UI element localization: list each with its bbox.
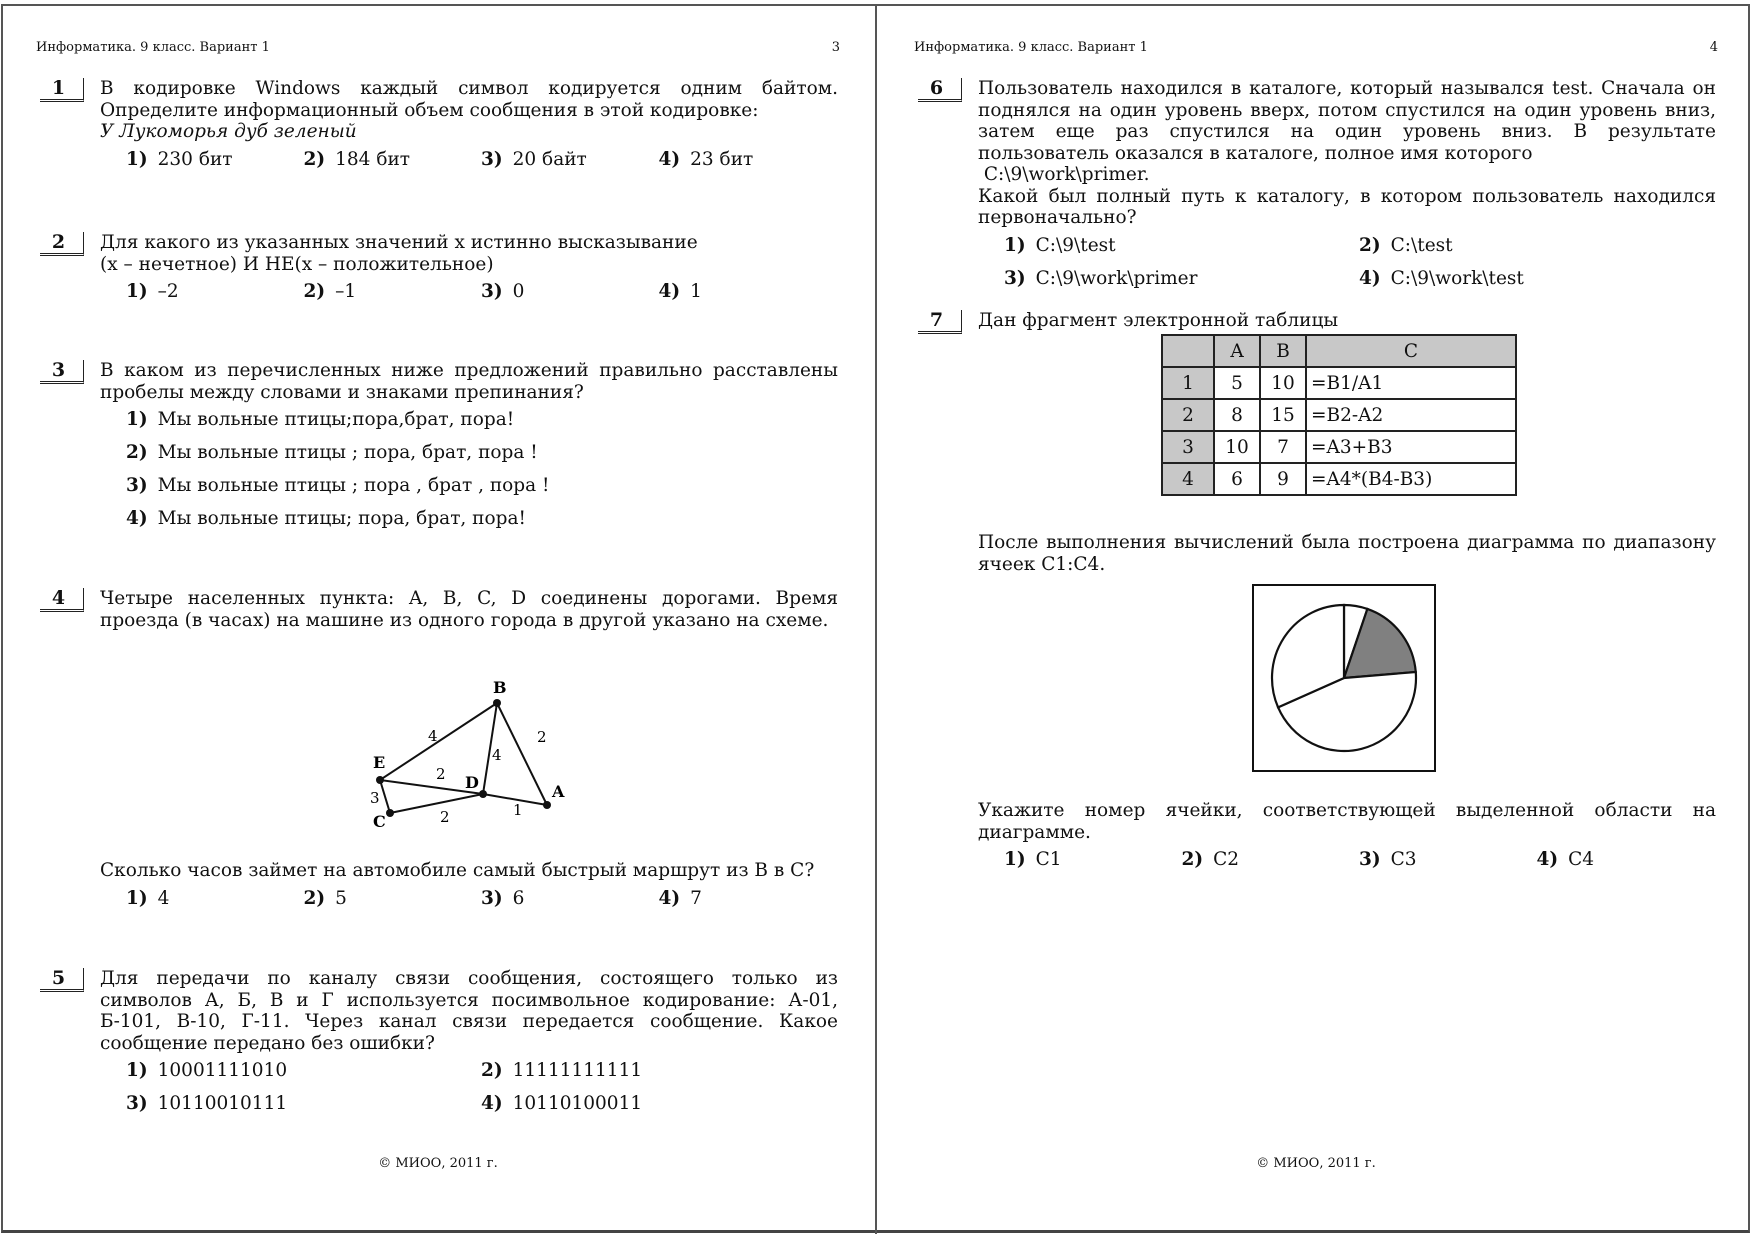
option-number: 2) <box>1181 849 1204 870</box>
question-text <box>100 360 838 403</box>
option-text: 0 <box>512 281 525 302</box>
answer-option[interactable] <box>126 888 304 909</box>
question-text <box>100 968 838 1054</box>
graph-node-D <box>479 790 487 798</box>
option-number: 3) <box>1004 267 1026 289</box>
table-cell: 10 <box>1214 431 1260 463</box>
option-number: 3) <box>126 475 148 496</box>
question-7-middle <box>914 532 1714 575</box>
page-footer: © МИОО, 2011 г. <box>1256 1156 1376 1171</box>
question-text <box>978 800 1716 843</box>
table-row <box>1162 431 1516 463</box>
header-title: Информатика. 9 класс. Вариант 1 <box>914 40 1148 55</box>
option-number: 3) <box>481 148 503 170</box>
option-text: Мы вольные птицы ; пора , брат , пора ! <box>157 475 550 496</box>
question-text-line: Пользователь находился в каталоге, который назывался test. Сначала он поднялся на один уровень вверх, потом спустился на один уровень вниз, затем еще раз спустился на один уровень вниз. В результате пользователь оказался в каталоге, полное имя которого <box>978 78 1716 164</box>
table-header-row <box>1162 335 1516 367</box>
question-text-line: Для передачи по каналу связи сообщения, состоящего только из символов А, Б, В и Г используется посимвольное кодирование: А-01, Б-101, В-10, Г-11. Через канал связи передается сообщение. Какое сообщение передано без ошибки? <box>100 968 838 1054</box>
question-text <box>100 588 838 631</box>
answer-options <box>126 882 836 915</box>
option-number: 2) <box>303 281 326 302</box>
question-text-line: В каком из перечисленных ниже предложений правильно расставлены пробелы между словами и знаками препинания? <box>100 360 838 403</box>
table-cell: 5 <box>1214 367 1260 399</box>
table-cell: 10 <box>1260 367 1306 399</box>
answer-option[interactable] <box>481 888 659 909</box>
question-7-after <box>914 800 1714 876</box>
node-label: C <box>373 812 386 831</box>
answer-option[interactable] <box>304 149 482 170</box>
option-number: 4) <box>481 1093 503 1114</box>
question-number: 4 <box>40 588 84 612</box>
node-label: B <box>493 678 507 697</box>
option-number: 1) <box>126 409 148 430</box>
question-2 <box>36 232 836 308</box>
question-text <box>978 310 1716 332</box>
page-number: 3 <box>831 40 840 55</box>
graph-edge-E-C <box>380 780 390 813</box>
road-graph-diagram <box>340 670 580 840</box>
column-header: C <box>1306 335 1516 367</box>
question-5 <box>36 968 836 1120</box>
edge-weight-label: 4 <box>492 746 502 764</box>
table-cell: =B1/A1 <box>1306 367 1516 399</box>
question-text-line: Четыре населенных пункта: A, B, C, D соединены дорогами. Время проезда (в часах) на машине из одного города в другой указано на схеме. <box>100 588 838 631</box>
answer-option[interactable] <box>1004 268 1359 289</box>
option-text: 5 <box>335 887 347 909</box>
question-path: C:\9\work\primer. <box>978 164 1150 185</box>
table-row <box>1162 367 1516 399</box>
answer-options <box>126 275 836 308</box>
option-text: C:\9\test <box>1035 234 1116 256</box>
question-7 <box>914 310 1714 332</box>
question-text <box>978 532 1716 575</box>
option-text: –1 <box>335 281 357 302</box>
option-number: 3) <box>126 1093 148 1114</box>
option-number: 2) <box>303 148 326 170</box>
option-text: 7 <box>690 887 702 909</box>
answer-option[interactable] <box>481 1093 836 1114</box>
answer-option[interactable] <box>1182 849 1360 870</box>
page-4 <box>878 0 1754 1239</box>
graph-node-B <box>493 699 501 707</box>
option-number: 3) <box>481 887 503 909</box>
edge-weight-label: 4 <box>428 727 438 745</box>
table-row <box>1162 399 1516 431</box>
answer-options <box>126 403 836 535</box>
node-label: D <box>465 773 479 792</box>
answer-options <box>1004 229 1714 295</box>
option-text: 11111111111 <box>512 1060 643 1081</box>
answer-options <box>1004 843 1714 876</box>
option-number: 2) <box>481 1060 503 1081</box>
table-cell: 9 <box>1260 463 1306 495</box>
answer-option[interactable] <box>126 508 826 529</box>
answer-option[interactable] <box>1537 849 1715 870</box>
option-text: C:\test <box>1390 234 1453 256</box>
option-number: 1) <box>126 1060 148 1081</box>
option-text: 230 бит <box>157 148 233 170</box>
option-text: C:\9\work\test <box>1390 267 1524 289</box>
option-number: 2) <box>1359 234 1381 256</box>
answer-option[interactable] <box>126 409 826 430</box>
option-number: 1) <box>1004 849 1026 870</box>
option-text: Мы вольные птицы;пора,брат, пора! <box>157 409 515 430</box>
question-quote: У Лукоморья дуб зеленый <box>100 121 357 142</box>
node-label: A <box>552 782 565 801</box>
spreadsheet-table <box>1161 334 1517 496</box>
option-text: C:\9\work\primer <box>1035 267 1198 289</box>
question-3 <box>36 360 836 535</box>
node-label: E <box>373 753 386 772</box>
table-row <box>1162 463 1516 495</box>
answer-option[interactable] <box>126 475 826 496</box>
answer-option[interactable] <box>1359 849 1537 870</box>
graph-node-E <box>376 776 384 784</box>
option-text: C4 <box>1568 849 1595 870</box>
answer-options <box>126 1054 836 1120</box>
option-text: 23 бит <box>690 148 754 170</box>
answer-option[interactable] <box>126 281 304 302</box>
question-text-line: Сколько часов займет на автомобиле самый быстрый маршрут из B в C? <box>100 860 815 881</box>
answer-option[interactable] <box>659 149 837 170</box>
option-text: 6 <box>512 887 525 909</box>
pie-chart <box>1252 584 1436 772</box>
option-text: C3 <box>1390 849 1417 870</box>
edge-weight-label: 2 <box>436 765 446 783</box>
answer-option[interactable] <box>481 281 659 302</box>
option-number: 2) <box>126 442 148 463</box>
answer-option[interactable] <box>481 149 659 170</box>
option-number: 1) <box>126 148 148 170</box>
option-text: 10110010111 <box>157 1093 288 1114</box>
question-number: 1 <box>40 78 84 102</box>
question-number: 7 <box>918 310 962 334</box>
table-cell: =B2-A2 <box>1306 399 1516 431</box>
graph-node-A <box>543 801 551 809</box>
option-number: 4) <box>658 148 681 170</box>
option-text: Мы вольные птицы ; пора, брат, пора ! <box>157 442 538 463</box>
question-text <box>100 860 838 882</box>
answer-option[interactable] <box>481 1060 836 1081</box>
table-cell: =A3+B3 <box>1306 431 1516 463</box>
question-text-line: В кодировке Windows каждый символ кодируется одним байтом. Определите информационный объем сообщения в этой кодировке: <box>100 78 838 121</box>
option-number: 4) <box>658 887 681 909</box>
page-header <box>914 40 1718 55</box>
answer-options <box>126 143 836 176</box>
edge-weight-label: 2 <box>537 728 547 746</box>
row-header: 2 <box>1162 399 1214 431</box>
row-header: 3 <box>1162 431 1214 463</box>
answer-option[interactable] <box>304 888 482 909</box>
edge-weight-label: 3 <box>370 789 380 807</box>
pie-chart-svg <box>1254 586 1434 770</box>
option-text: 10110100011 <box>512 1093 643 1114</box>
answer-option[interactable] <box>1359 235 1714 256</box>
graph-node-C <box>386 809 394 817</box>
option-number: 1) <box>126 281 148 302</box>
question-text-line: Укажите номер ячейки, соответствующей выделенной области на диаграмме. <box>978 800 1716 843</box>
option-text: –2 <box>157 281 179 302</box>
question-text-line: После выполнения вычислений была построена диаграмма по диапазону ячеек C1:C4. <box>978 532 1716 575</box>
option-number: 3) <box>481 281 503 302</box>
question-text-line: Какой был полный путь к каталогу, в котором пользователь находился первоначально? <box>978 185 1716 228</box>
option-text: C1 <box>1035 849 1062 870</box>
option-number: 4) <box>658 281 681 302</box>
header-title: Информатика. 9 класс. Вариант 1 <box>36 40 270 55</box>
question-text <box>100 232 838 275</box>
question-number: 5 <box>40 968 84 992</box>
option-text: 4 <box>157 887 170 909</box>
question-number: 6 <box>918 78 962 102</box>
column-header: B <box>1260 335 1306 367</box>
page-footer: © МИОО, 2011 г. <box>378 1156 498 1171</box>
question-4-continued <box>36 860 836 915</box>
option-text: 20 байт <box>512 148 587 170</box>
option-number: 1) <box>126 887 148 909</box>
question-number: 3 <box>40 360 84 384</box>
question-4 <box>36 588 836 631</box>
table-cell: 8 <box>1214 399 1260 431</box>
table-cell: 6 <box>1214 463 1260 495</box>
option-number: 4) <box>126 508 148 529</box>
answer-option[interactable] <box>126 1093 481 1114</box>
answer-option[interactable] <box>1004 235 1359 256</box>
graph-edge-C-D <box>390 794 483 813</box>
option-text: 10001111010 <box>157 1060 288 1081</box>
table-cell: =A4*(B4-B3) <box>1306 463 1516 495</box>
edge-weight-label: 1 <box>513 801 523 819</box>
option-text: 184 бит <box>335 148 411 170</box>
graph-edge-A-B <box>497 703 547 805</box>
page-number: 4 <box>1709 40 1718 55</box>
option-text: Мы вольные птицы; пора, брат, пора! <box>157 508 526 529</box>
table-cell: 7 <box>1260 431 1306 463</box>
answer-option[interactable] <box>304 281 482 302</box>
corner-cell <box>1162 335 1214 367</box>
page-3 <box>0 0 876 1239</box>
column-header: A <box>1214 335 1260 367</box>
answer-option[interactable] <box>1004 849 1182 870</box>
edge-weight-label: 2 <box>440 808 450 826</box>
question-6 <box>914 78 1714 295</box>
option-number: 4) <box>1536 849 1559 870</box>
answer-option[interactable] <box>659 281 837 302</box>
answer-option[interactable] <box>1359 268 1714 289</box>
option-text: C2 <box>1213 849 1240 870</box>
row-header: 4 <box>1162 463 1214 495</box>
question-text-line: Для какого из указанных значений х истинно высказывание <box>100 232 698 253</box>
question-text <box>100 78 838 143</box>
answer-option[interactable] <box>126 442 826 463</box>
answer-option[interactable] <box>126 1060 481 1081</box>
option-number: 1) <box>1004 234 1026 256</box>
row-header: 1 <box>1162 367 1214 399</box>
question-text-line: Дан фрагмент электронной таблицы <box>978 310 1339 331</box>
option-number: 4) <box>1359 267 1381 289</box>
page-header <box>36 40 840 55</box>
answer-option[interactable] <box>659 888 837 909</box>
table-cell: 15 <box>1260 399 1306 431</box>
option-text: 1 <box>690 281 702 302</box>
question-number: 2 <box>40 232 84 256</box>
question-text-line: (х – нечетное) И НЕ(х – положительное) <box>100 253 494 275</box>
option-number: 2) <box>303 887 326 909</box>
answer-option[interactable] <box>126 149 304 170</box>
question-1 <box>36 78 836 176</box>
option-number: 3) <box>1359 849 1381 870</box>
question-text <box>978 78 1716 229</box>
